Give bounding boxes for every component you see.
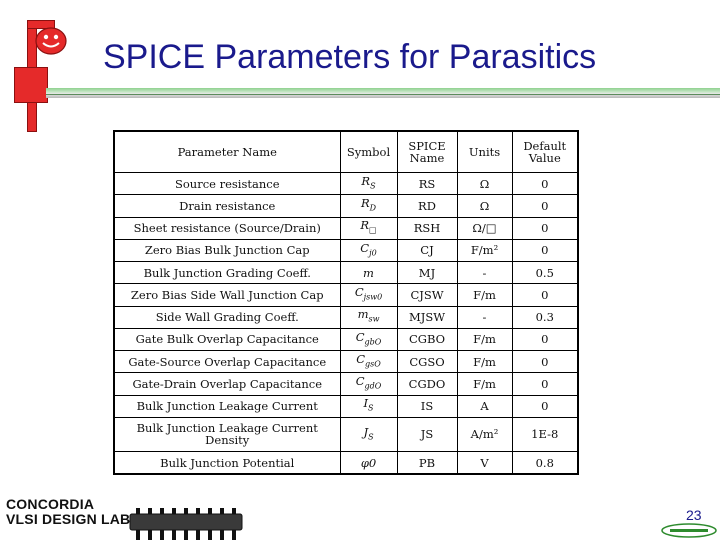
parameter-name-cell: Gate-Drain Overlap Capacitance	[114, 373, 340, 395]
units-cell: A	[457, 395, 512, 417]
spice-name-cell: CGBO	[397, 328, 457, 350]
default-value-cell: 0.5	[512, 262, 578, 284]
default-value-cell: 0	[512, 173, 578, 195]
footer-logo-text	[6, 497, 130, 527]
header-default-line2: Value	[528, 151, 561, 165]
default-value-cell: 0	[512, 239, 578, 261]
parameter-table	[113, 130, 579, 475]
units-cell: F/m²	[457, 239, 512, 261]
symbol-cell: $C_{jsw0}$	[340, 284, 397, 306]
default-value-cell: 0.3	[512, 306, 578, 328]
units-cell: F/m	[457, 284, 512, 306]
table-row	[114, 217, 578, 239]
parameter-name-cell: Bulk Junction Potential	[114, 452, 340, 474]
title-divider	[46, 88, 720, 98]
table-row	[114, 239, 578, 261]
units-cell: -	[457, 262, 512, 284]
symbol-cell: $m_{sw}$	[340, 306, 397, 328]
page-number: 23	[686, 507, 702, 523]
parameter-name-cell: Zero Bias Bulk Junction Cap	[114, 239, 340, 261]
header-default-value	[512, 131, 578, 173]
symbol-cell: $I_S$	[340, 395, 397, 417]
parameter-name-cell: Zero Bias Side Wall Junction Cap	[114, 284, 340, 306]
table-header-row	[114, 131, 578, 173]
table-row	[114, 262, 578, 284]
symbol-cell: $J_S$	[340, 417, 397, 451]
default-value-cell: 0	[512, 351, 578, 373]
logo-box	[14, 67, 48, 103]
spice-name-cell: RD	[397, 195, 457, 217]
stamp-logo-icon	[660, 523, 718, 538]
units-cell: Ω	[457, 195, 512, 217]
header-units: Units	[457, 131, 512, 173]
spice-name-cell: CGDO	[397, 373, 457, 395]
smiley-icon	[34, 26, 68, 56]
header-spice-line1: SPICE	[408, 139, 446, 153]
default-value-cell: 0	[512, 217, 578, 239]
spice-name-cell: CGSO	[397, 351, 457, 373]
spice-name-cell: IS	[397, 395, 457, 417]
table-row	[114, 373, 578, 395]
parameter-name-cell: Bulk Junction Grading Coeff.	[114, 262, 340, 284]
units-cell: V	[457, 452, 512, 474]
spice-name-cell: PB	[397, 452, 457, 474]
spice-name-cell: RS	[397, 173, 457, 195]
units-cell: A/m²	[457, 417, 512, 451]
units-cell: Ω/□	[457, 217, 512, 239]
symbol-cell: $C_{gsO}$	[340, 351, 397, 373]
table-row	[114, 173, 578, 195]
default-value-cell: 0	[512, 373, 578, 395]
spice-name-cell: MJSW	[397, 306, 457, 328]
spice-name-cell: CJSW	[397, 284, 457, 306]
default-value-cell: 1E-8	[512, 417, 578, 451]
default-value-cell: 0	[512, 284, 578, 306]
table-row	[114, 395, 578, 417]
symbol-cell: $C_{j0}$	[340, 239, 397, 261]
header-symbol: Symbol	[340, 131, 397, 173]
chip-icon	[126, 508, 246, 540]
parameter-table-container	[113, 130, 577, 475]
table-row	[114, 452, 578, 474]
header-default-line1: Default	[523, 139, 567, 153]
default-value-cell: 0.8	[512, 452, 578, 474]
spice-name-cell: MJ	[397, 262, 457, 284]
footer-logo-line1: CONCORDIA	[6, 496, 95, 512]
table-row	[114, 284, 578, 306]
parameter-name-cell: Source resistance	[114, 173, 340, 195]
symbol-cell: $C_{gdO}$	[340, 373, 397, 395]
parameter-name-cell: Gate-Source Overlap Capacitance	[114, 351, 340, 373]
table-row	[114, 328, 578, 350]
parameter-name-cell: Drain resistance	[114, 195, 340, 217]
units-cell: F/m	[457, 373, 512, 395]
table-row	[114, 417, 578, 451]
default-value-cell: 0	[512, 328, 578, 350]
parameter-name-cell: Bulk Junction Leakage Current	[114, 395, 340, 417]
parameter-name-cell: Side Wall Grading Coeff.	[114, 306, 340, 328]
symbol-cell: $R_S$	[340, 173, 397, 195]
title-divider-line	[46, 94, 720, 95]
page-title: SPICE Parameters for Parasitics	[103, 38, 597, 76]
header-spice-name	[397, 131, 457, 173]
spice-name-cell: JS	[397, 417, 457, 451]
footer-logo-line2: VLSI DESIGN LAB	[6, 511, 131, 527]
units-cell: -	[457, 306, 512, 328]
symbol-cell: $R_D$	[340, 195, 397, 217]
units-cell: Ω	[457, 173, 512, 195]
header-spice-line2: Name	[409, 151, 445, 165]
parameter-name-cell: Sheet resistance (Source/Drain)	[114, 217, 340, 239]
symbol-cell: $C_{gbO}$	[340, 328, 397, 350]
default-value-cell: 0	[512, 195, 578, 217]
parameter-name-cell: Gate Bulk Overlap Capacitance	[114, 328, 340, 350]
units-cell: F/m	[457, 351, 512, 373]
symbol-cell: $R_□$	[340, 217, 397, 239]
table-row	[114, 306, 578, 328]
units-cell: F/m	[457, 328, 512, 350]
table-row	[114, 195, 578, 217]
symbol-cell: m	[340, 262, 397, 284]
header-parameter-name: Parameter Name	[114, 131, 340, 173]
spice-name-cell: RSH	[397, 217, 457, 239]
table-row	[114, 351, 578, 373]
symbol-cell: φ0	[340, 452, 397, 474]
parameter-name-cell: Bulk Junction Leakage Current Density	[114, 417, 340, 451]
default-value-cell: 0	[512, 395, 578, 417]
spice-name-cell: CJ	[397, 239, 457, 261]
